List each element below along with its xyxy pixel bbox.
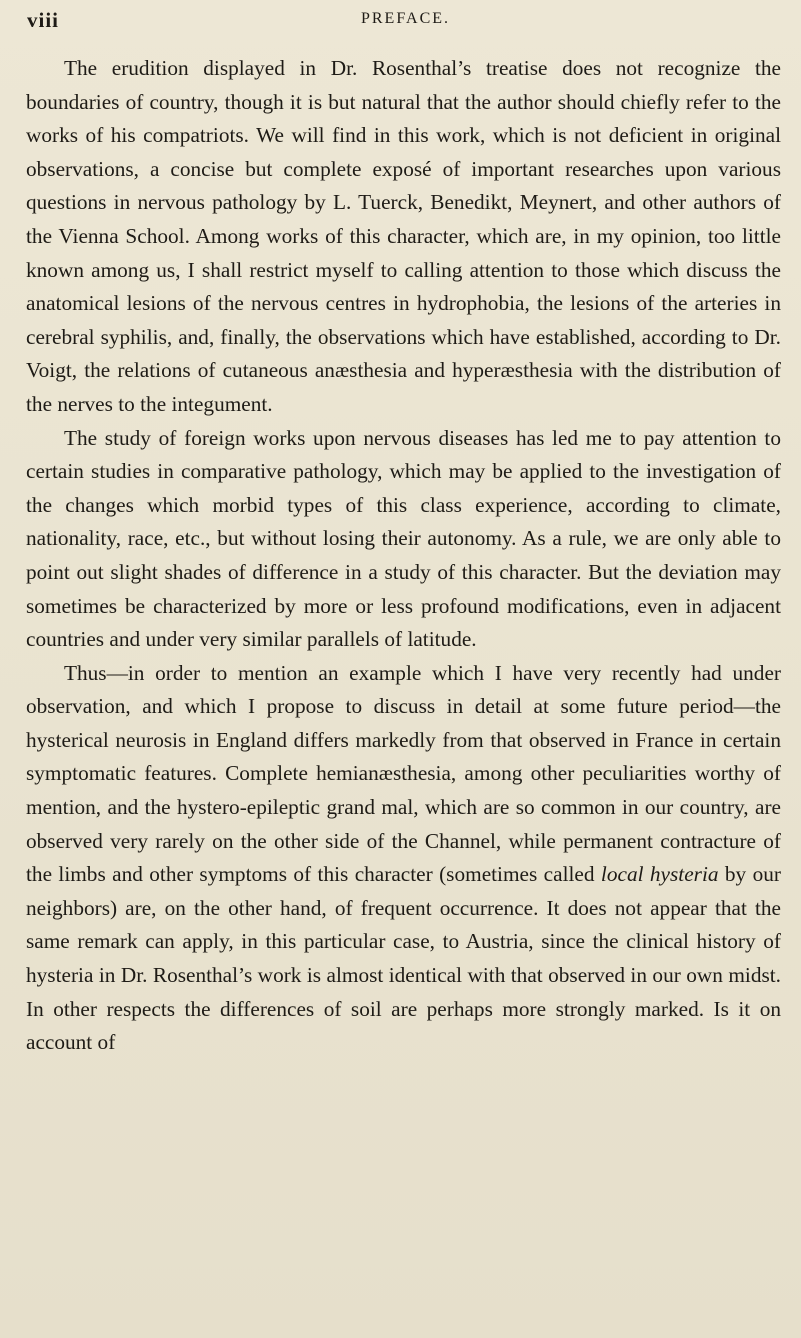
- body-text: [26, 52, 781, 1060]
- paragraph-foreign-works: The study of foreign works upon nervous diseases has led me to pay attention to certain studies in comparative pathology, which may be applied to the investigation of the changes which morbid types of this class experience, according to climate, nationality, race, etc., but without losing their autonomy. As a rule, we are only able to point out slight shades of difference in a study of this character. But the deviation may sometimes be characterized by more or less profound modifications, even in adjacent countries and under very similar parallels of latitude.: [26, 425, 781, 652]
- paragraph-erudition: The erudition displayed in Dr. Rosenthal’s treatise does not recognize the boundaries of country, though it is but natural that the author should chiefly refer to the works of his compatriots. We will find in this work, which is not deficient in original observations, a concise but complete exposé of important researches upon various questions in nervous pathology by L. Tuerck, Benedikt, Meynert, and other authors of the Vienna School. Among works of this character, which are, in my opinion, too little known among us, I shall restrict myself to calling attention to those which discuss the anatomical lesions of the nervous centres in hydrophobia, the lesions of the arteries in cerebral syphilis, and, finally, the observations which have established, according to Dr. Voigt, the relations of cutaneous anæsthesia and hyperæsthesia with the distribution of the nerves to the integument.: [26, 56, 781, 416]
- paragraph-hysteria-example: [26, 657, 781, 1060]
- italic-term-local-hysteria: local hysteria: [600, 862, 719, 887]
- paragraph-text-before-italic: Thus—in order to mention an example which I have very recently had under observation, and which I propose to discuss in detail at some future period—the hysterical neurosis in England differs markedly from that observed in France in certain symptomatic features. Complete hemianæsthesia, among other peculiarities worthy of mention, and the hystero-epileptic grand mal, which are so common in our country, are observed very rarely on the other side of the Channel, while permanent contracture of the limbs and other symptoms of this character (sometimes called: [26, 660, 781, 887]
- running-head: PREFACE.: [360, 10, 451, 27]
- page-header: [24, 8, 777, 38]
- page-number: viii: [27, 8, 60, 32]
- paragraph-text-after-italic: by our neighbors) are, on the other hand, of frequent occurrence. It does not appear that the same remark can apply, in this particular case, to Austria, since the clinical history of hysteria in Dr. Rosenthal’s work is almost identical with that observed in our own midst. In other respects the differences of soil are perhaps more strongly marked. Is it on account of: [26, 862, 781, 1055]
